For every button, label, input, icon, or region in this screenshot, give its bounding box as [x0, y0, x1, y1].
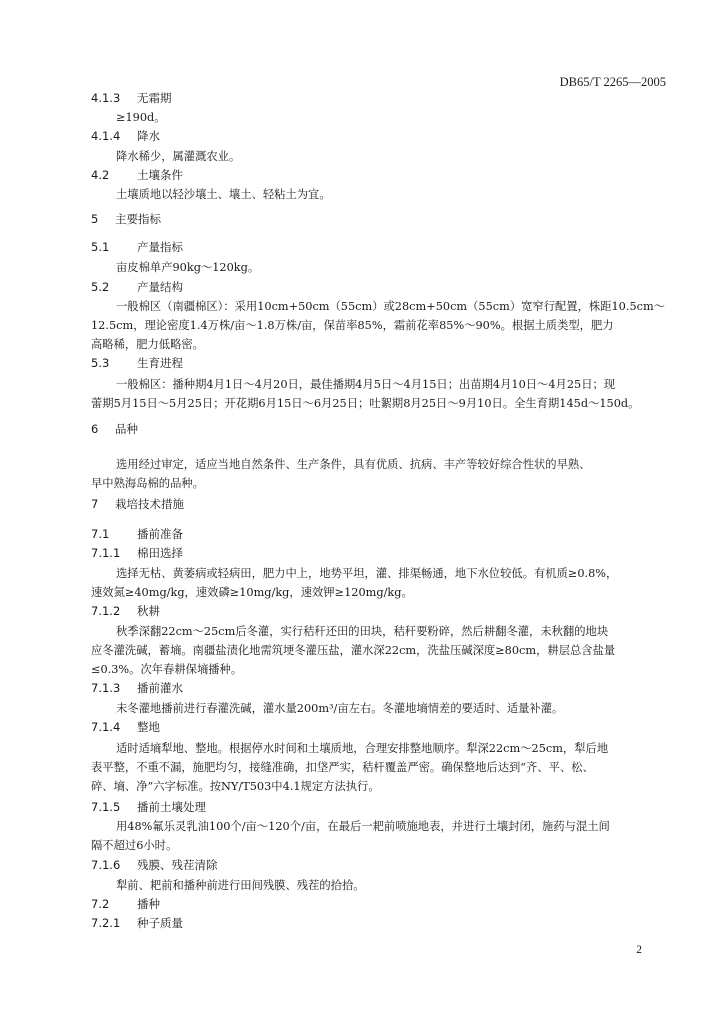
clause-number: 5.3 — [91, 356, 110, 370]
paragraph-line: 表平整，不重不漏，施肥均匀，接缝准确，扣垡严实，秸杆覆盖严密。确保整地后达到“齐、平、松、 — [91, 761, 594, 774]
paragraph-line: 碎、墒、净”六字标准。按NY/T503中4.1规定方法执行。 — [91, 780, 380, 793]
clause-number: 5 — [91, 212, 99, 226]
paragraph-line: 应冬灌洗碱，蓄墒。南疆盐渍化地需筑埂冬灌压盐，灌水深22cm，洗盐压碱深度≥80cm，耕层总含盐量 — [91, 644, 616, 657]
clause-number: 7 — [91, 497, 99, 511]
clause-title: 品种 — [115, 422, 138, 436]
paragraph-line: 土壤质地以轻沙壤土、壤土、轻粘土为宜。 — [116, 188, 331, 201]
clause-title: 栽培技术措施 — [115, 497, 184, 511]
section-heading — [91, 212, 161, 228]
section-heading — [91, 422, 138, 438]
clause-heading — [91, 129, 160, 145]
clause-heading — [91, 240, 183, 256]
paragraph-line: ≥190d。 — [116, 111, 166, 124]
clause-title: 整地 — [137, 720, 160, 734]
clause-heading — [91, 720, 160, 736]
paragraph-line: 降水稀少，属灌溉农业。 — [116, 150, 241, 163]
paragraph-line: 犁前、耙前和播种前进行田间残膜、残茬的拾拾。 — [116, 879, 365, 892]
clause-title: 土壤条件 — [137, 168, 183, 182]
clause-heading — [91, 897, 160, 913]
paragraph-line: 适时适墒犁地、整地。根据停水时间和土壤质地，合理安排整地顺序。犁深22cm～25cm，犁后地 — [116, 742, 609, 755]
clause-heading — [91, 168, 183, 184]
section-heading — [91, 497, 184, 513]
clause-title: 生育进程 — [137, 356, 183, 370]
paragraph-line: 隔不超过6小时。 — [91, 839, 178, 852]
paragraph-line: ≤0.3%。次年春耕保墒播种。 — [91, 663, 243, 676]
clause-number: 7.1.2 — [91, 604, 121, 618]
clause-title: 主要指标 — [115, 212, 161, 226]
clause-heading — [91, 916, 183, 932]
clause-number: 5.1 — [91, 240, 110, 254]
clause-heading — [91, 604, 160, 620]
clause-number: 7.1.5 — [91, 800, 121, 814]
clause-heading — [91, 546, 183, 562]
clause-heading — [91, 356, 183, 372]
clause-heading — [91, 800, 206, 816]
paragraph-line: 未冬灌地播前进行春灌洗碱，灌水量200m³/亩左右。冬灌地墒情差的要适时、适量补灌。 — [116, 702, 564, 715]
paragraph-line: 一般棉区：播种期4月1日～4月20日，最佳播期4月5日～4月15日；出苗期4月10日～4月25日；现 — [116, 378, 616, 391]
clause-number: 7.2 — [91, 897, 110, 911]
paragraph-line: 选择无枯、黄萎病或轻病田，肥力中上，地势平坦，灌、排渠畅通，地下水位较低。有机质≥0.8%， — [116, 567, 618, 580]
clause-number: 5.2 — [91, 280, 110, 294]
clause-number: 4.1.4 — [91, 129, 121, 143]
paragraph-line: 高略稀，肥力低略密。 — [91, 338, 204, 351]
clause-number: 7.1.4 — [91, 720, 121, 734]
clause-number: 7.1.1 — [91, 546, 121, 560]
clause-heading — [91, 91, 172, 107]
clause-number: 7.1 — [91, 527, 110, 541]
paragraph-line: 一般棉区（南疆棉区）：采用10cm+50cm（55cm）或28cm+50cm（55cm）宽窄行配置，株距10.5cm～ — [116, 300, 665, 313]
paragraph-line: 选用经过审定，适应当地自然条件、生产条件，具有优质、抗病、丰产等较好综合性状的早熟、 — [116, 458, 591, 471]
clause-title: 种子质量 — [137, 916, 183, 930]
clause-title: 棉田选择 — [137, 546, 183, 560]
clause-title: 播前灌水 — [137, 681, 183, 695]
paragraph-line: 秋季深翻22cm～25cm后冬灌，实行秸秆还田的田块，秸秆要粉碎，然后耕翻冬灌，未秋翻的地块 — [116, 625, 609, 638]
clause-title: 产量结构 — [137, 280, 183, 294]
clause-title: 播前准备 — [137, 527, 183, 541]
clause-heading — [91, 858, 218, 874]
clause-number: 4.2 — [91, 168, 110, 182]
clause-number: 7.1.3 — [91, 681, 121, 695]
clause-title: 产量指标 — [137, 240, 183, 254]
clause-title: 无霜期 — [137, 91, 172, 105]
clause-heading — [91, 681, 183, 697]
clause-number: 7.2.1 — [91, 916, 121, 930]
clause-title: 秋耕 — [137, 604, 160, 618]
paragraph-line: 蕾期5月15日～5月25日；开花期6月15日～6月25日；吐絮期8月25日～9月10日。全生育期145d～150d。 — [91, 397, 640, 410]
clause-title: 播种 — [137, 897, 160, 911]
clause-title: 残膜、残茬清除 — [137, 858, 218, 872]
clause-heading — [91, 527, 183, 543]
page-number: 2 — [636, 944, 642, 956]
clause-title: 降水 — [137, 129, 160, 143]
paragraph-line: 速效氮≥40mg/kg，速效磷≥10mg/kg，速效钾≥120mg/kg。 — [91, 586, 413, 599]
standard-code: DB65/T 2265—2005 — [559, 75, 666, 89]
clause-heading — [91, 280, 183, 296]
clause-number: 7.1.6 — [91, 858, 121, 872]
clause-number: 4.1.3 — [91, 91, 121, 105]
clause-title: 播前土壤处理 — [137, 800, 206, 814]
paragraph-line: 12.5cm，理论密度1.4万株/亩～1.8万株/亩，保苗率85%，霜前花率85%～90%。根据土质类型，肥力 — [91, 319, 614, 332]
paragraph-line: 早中熟海岛棉的品种。 — [91, 477, 204, 490]
clause-number: 6 — [91, 422, 99, 436]
paragraph-line: 用48%氟乐灵乳油100个/亩～120个/亩，在最后一耙前喷施地表，并进行土壤封闭，施药与混土间 — [116, 820, 610, 833]
paragraph-line: 亩皮棉单产90kg～120kg。 — [116, 261, 260, 274]
